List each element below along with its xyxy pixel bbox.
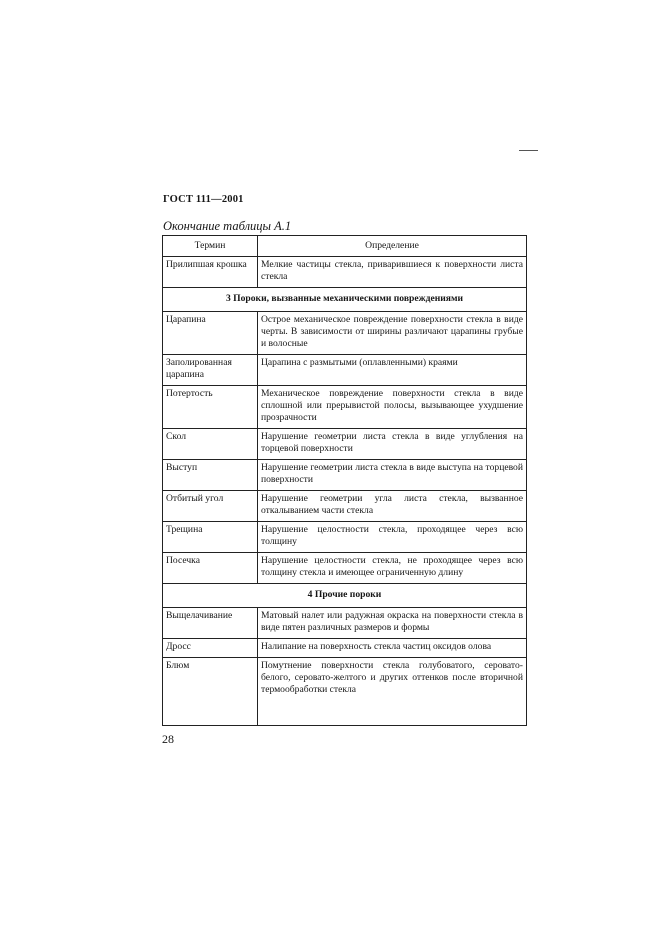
table-header-row bbox=[163, 236, 527, 257]
section-row bbox=[163, 584, 527, 608]
table-row bbox=[163, 658, 527, 726]
definition-cell: Матовый налет или радужная окраска на поверхности стекла в виде пятен различных размеров и формы bbox=[258, 608, 527, 639]
defects-table bbox=[162, 235, 527, 726]
definition-cell: Нарушение геометрии угла листа стекла, вызванное откалыванием части стекла bbox=[258, 491, 527, 522]
definition-cell: Острое механическое повреждение поверхности стекла в виде черты. В зависимости от ширины различают царапины грубые и волосные bbox=[258, 312, 527, 355]
page-number: 28 bbox=[162, 732, 174, 746]
section-title: 3 Пороки, вызванные механическими повреждениями bbox=[163, 288, 527, 312]
column-header-definition: Определение bbox=[258, 236, 527, 257]
term-cell: Дросс bbox=[163, 639, 258, 658]
table-row bbox=[163, 386, 527, 429]
definition-cell: Царапина с размытыми (оплавленными) краями bbox=[258, 355, 527, 386]
term-cell: Заполированная царапина bbox=[163, 355, 258, 386]
term-cell: Потертость bbox=[163, 386, 258, 429]
table-row bbox=[163, 608, 527, 639]
table-row bbox=[163, 460, 527, 491]
table-row bbox=[163, 257, 527, 288]
definition-cell: Помутнение поверхности стекла голубоватого, серовато-белого, серовато-желтого и других оттенков после вторичной термообработки стекла bbox=[258, 658, 527, 726]
table-row bbox=[163, 429, 527, 460]
definition-cell: Налипание на поверхность стекла частиц оксидов олова bbox=[258, 639, 527, 658]
table-row bbox=[163, 312, 527, 355]
definition-cell: Нарушение целостности стекла, не проходящее через всю толщину стекла и имеющее ограниченную длину bbox=[258, 553, 527, 584]
document-code: ГОСТ 111—2001 bbox=[163, 194, 244, 205]
section-title: 4 Прочие пороки bbox=[163, 584, 527, 608]
definition-cell: Мелкие частицы стекла, приварившиеся к поверхности листа стекла bbox=[258, 257, 527, 288]
term-cell: Трещина bbox=[163, 522, 258, 553]
definition-cell: Нарушение целостности стекла, проходящее через всю толщину bbox=[258, 522, 527, 553]
term-cell: Выступ bbox=[163, 460, 258, 491]
table-row bbox=[163, 491, 527, 522]
term-cell: Посечка bbox=[163, 553, 258, 584]
table-row bbox=[163, 639, 527, 658]
table-caption: Окончание таблицы А.1 bbox=[163, 219, 292, 233]
margin-dash bbox=[519, 150, 538, 151]
table-row bbox=[163, 553, 527, 584]
definition-cell: Механическое повреждение поверхности стекла в виде сплошной или прерывистой полосы, вызывающее ухудшение прозрачности bbox=[258, 386, 527, 429]
table-row bbox=[163, 522, 527, 553]
term-cell: Отбитый угол bbox=[163, 491, 258, 522]
term-cell: Скол bbox=[163, 429, 258, 460]
term-cell: Царапина bbox=[163, 312, 258, 355]
definition-cell: Нарушение геометрии листа стекла в виде выступа на торцевой поверхности bbox=[258, 460, 527, 491]
definition-cell: Нарушение геометрии листа стекла в виде углубления на торцевой поверхности bbox=[258, 429, 527, 460]
term-cell: Блюм bbox=[163, 658, 258, 726]
term-cell: Прилипшая крошка bbox=[163, 257, 258, 288]
column-header-term: Термин bbox=[163, 236, 258, 257]
table-row bbox=[163, 355, 527, 386]
section-row bbox=[163, 288, 527, 312]
term-cell: Выщелачивание bbox=[163, 608, 258, 639]
